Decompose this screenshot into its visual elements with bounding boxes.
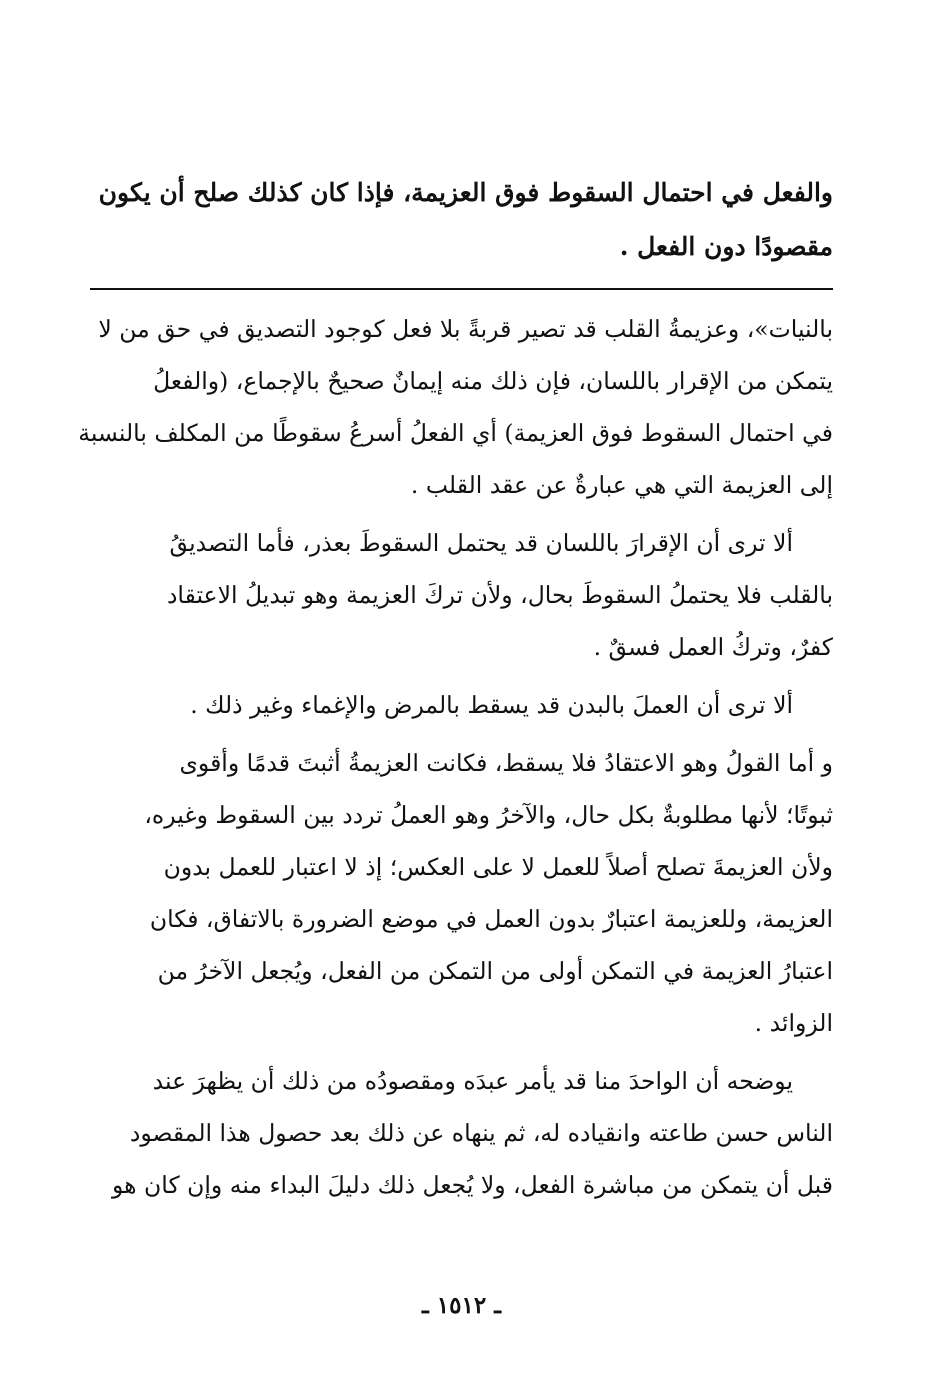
- commentary-line: بالقلب فلا يحتملُ السقوطَ بحال، ولأن تركَ العزيمة وهو تبديلُ الاعتقاد: [166, 581, 833, 609]
- commentary-paragraph: [78, 303, 833, 511]
- commentary-line: قبل أن يتمكن من مباشرة الفعل، ولا يُجعل ذلك دليلَ البداء منه وإن كان هو: [112, 1171, 833, 1199]
- commentary-line: ألا ترى أن العملَ بالبدن قد يسقط بالمرض والإغماء وغير ذلك .: [190, 691, 793, 719]
- commentary-line: الزوائد .: [754, 1009, 833, 1037]
- commentary-paragraph: [90, 517, 833, 673]
- main-text-line: والفعل في احتمال السقوط فوق العزيمة، فإذا كان كذلك صلح أن يكون: [98, 178, 833, 207]
- main-text-line: مقصودًا دون الفعل .: [619, 232, 833, 261]
- commentary-line: العزيمة، وللعزيمة اعتبارٌ بدون العمل في موضع الضرورة بالاتفاق، فكان: [149, 905, 833, 933]
- commentary-paragraph: [90, 679, 833, 731]
- commentary-line: و أما القولُ وهو الاعتقادُ فلا يسقط، فكانت العزيمةُ أثبتَ قدمًا وأقوى: [179, 749, 833, 777]
- commentary-line: في احتمال السقوط فوق العزيمة) أي الفعلُ أسرعُ سقوطًا من المكلف بالنسبة: [78, 419, 833, 447]
- commentary-line: اعتبارُ العزيمة في التمكن أولى من التمكن من الفعل، ويُجعل الآخرُ من: [157, 957, 833, 985]
- commentary-paragraph: [90, 1055, 833, 1211]
- commentary-line: بالنيات»، وعزيمةُ القلب قد تصير قربةً بلا فعل كوجود التصديق في حق من لا: [98, 315, 833, 343]
- commentary-line: يتمكن من الإقرار باللسان، فإن ذلك منه إيمانٌ صحيحٌ بالإجماع، (والفعلُ: [153, 367, 833, 395]
- page-number: ـ ١٥١٢ ـ: [422, 1292, 501, 1319]
- main-text: [90, 166, 833, 274]
- commentary-paragraph: [90, 737, 833, 1049]
- commentary: [78, 303, 833, 1217]
- commentary-line: ولأن العزيمةَ تصلح أصلاً للعمل لا على العكس؛ إذ لا اعتبار للعمل بدون: [163, 853, 833, 881]
- commentary-line: كفرٌ، وتركُ العمل فسقٌ .: [593, 633, 833, 661]
- commentary-line: ألا ترى أن الإقرارَ باللسان قد يحتمل السقوطَ بعذر، فأما التصديقُ: [169, 529, 793, 557]
- commentary-line: إلى العزيمة التي هي عبارةٌ عن عقد القلب .: [410, 471, 833, 499]
- commentary-line: يوضحه أن الواحدَ منا قد يأمر عبدَه ومقصودُه من ذلك أن يظهرَ عند: [152, 1067, 793, 1095]
- separator-rule: [90, 288, 833, 290]
- commentary-line: ثبوتًا؛ لأنها مطلوبةٌ بكل حال، والآخرُ وهو العملُ تردد بين السقوط وغيره،: [144, 801, 833, 829]
- commentary-line: الناس حسن طاعته وانقياده له، ثم ينهاه عن ذلك بعد حصول هذا المقصود: [129, 1119, 833, 1147]
- book-page: [78, 0, 833, 1376]
